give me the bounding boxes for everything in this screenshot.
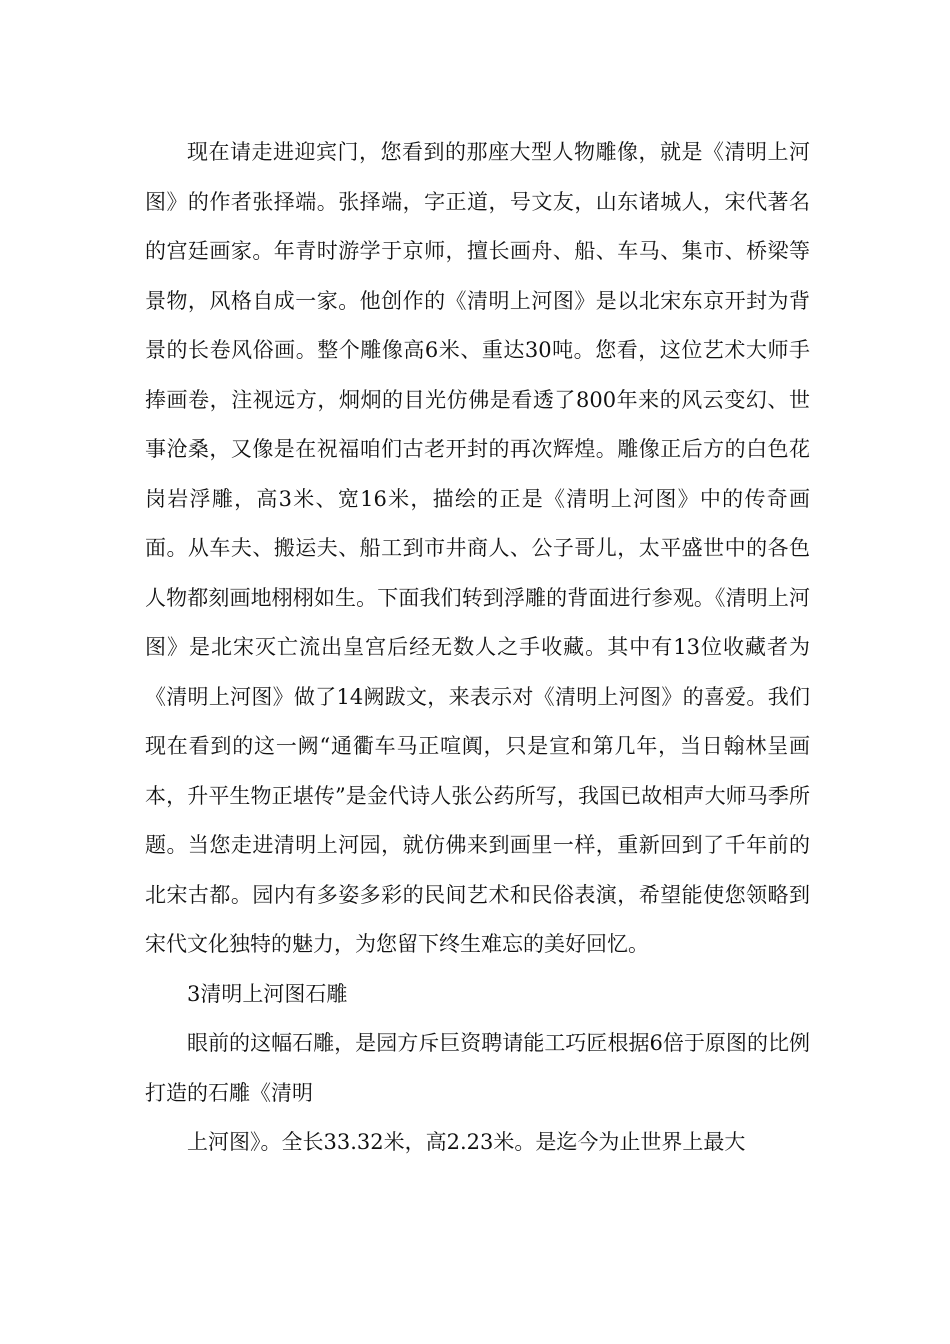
paragraph-stone-carving-continued: 上河图》。全长33.32米，高2.23米。是迄今为止世界上最大	[187, 1130, 746, 1154]
paragraph-intro: 现在请走进迎宾门，您看到的那座大型人物雕像，就是《清明上河图》的作者张择端。张择端，字正道，号文友，山东诸城人，宋代著名的宫廷画家。年青时游学于京师，擅长画舟、船、车马、集市、桥梁等景物，风格自成一家。他创作的《清明上河图》是以北宋东京开封为背景的长卷风俗画。整个雕像高6米、重达30吨。您看，这位艺术大师手捧画卷，注视远方，炯炯的目光仿佛是看透了800年来的风云变幻、世事沧桑，又像是在祝福咱们古老开封的再次辉煌。雕像正后方的白色花岗岩浮雕，高3米、宽16米，描绘的正是《清明上河图》中的传奇画面。从车夫、搬运夫、船工到市井商人、公子哥儿，太平盛世中的各色人物都刻画地栩栩如生。下面我们转到浮雕的背面进行参观。《清明上河图》是北宋灭亡流出皇宫后经无数人之手收藏。其中有13位收藏者为《清明上河图》做了14阙跋文，来表示对《清明上河图》的喜爱。我们现在看到的这一阙“通衢车马正喧阗，只是宣和第几年，当日翰林呈画本，升平生物正堪传”是金代诗人张公药所写，我国已故相声大师马季所题。当您走进清明上河园，就仿佛来到画里一样，重新回到了千年前的北宋古都。园内有多姿多彩的民间艺术和民俗表演，希望能使您领略到宋代文化独特的魅力，为您留下终生难忘的美好回忆。	[145, 140, 810, 956]
section-heading: 3清明上河图石雕	[187, 981, 348, 1006]
document-body	[145, 128, 810, 1168]
paragraph-stone-carving: 眼前的这幅石雕，是园方斥巨资聘请能工巧匠根据6倍于原图的比例打造的石雕《清明	[145, 1031, 810, 1105]
